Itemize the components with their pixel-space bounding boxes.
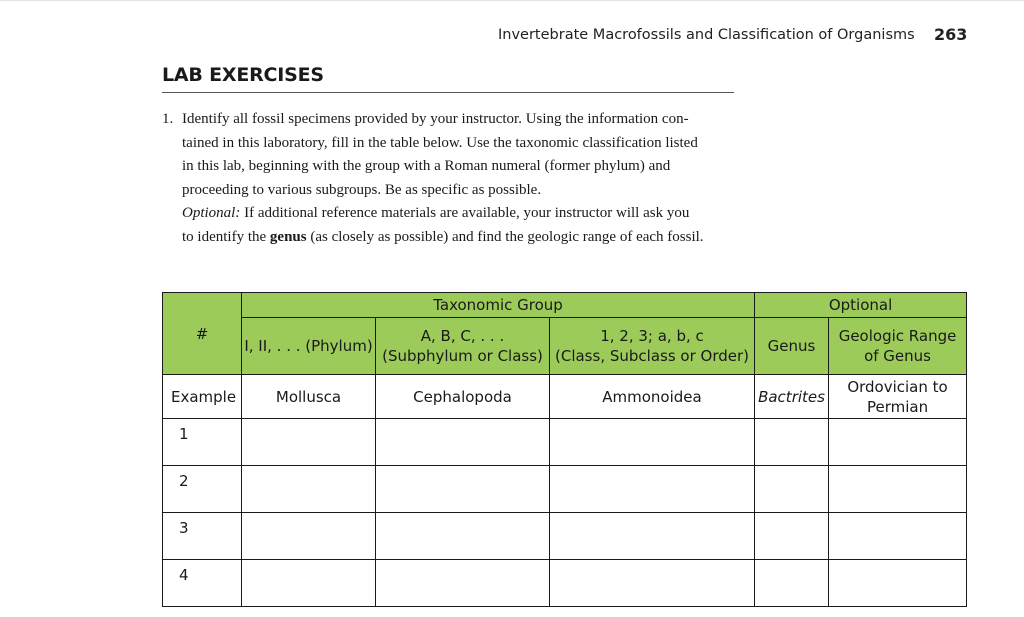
row-number: 4 [163,560,242,607]
row-number: 2 [163,466,242,513]
genus-cell[interactable] [755,466,829,513]
row-number: 1 [163,419,242,466]
table-row [163,513,967,560]
example-range: Ordovician to Permian [829,375,967,419]
genus-emphasis: genus [269,228,307,245]
subphylum-cell[interactable] [376,513,550,560]
range-cell[interactable] [829,419,967,466]
range-column-header: Geologic Range of Genus [829,318,967,375]
order-cell[interactable] [550,419,755,466]
range-cell[interactable] [829,560,967,607]
exercise-line: proceeding to various subgroups. Be as specific as possible. [182,181,542,198]
exercise-line: tained in this laboratory, fill in the table below. Use the taxonomic classification listed [182,134,698,151]
example-genus: Bactrites [755,375,829,419]
order-column-header: 1, 2, 3; a, b, c (Class, Subclass or Order) [550,318,755,375]
optional-text-post: (as closely as possible) and find the geologic range of each fossil. [310,228,704,245]
subphylum-column-header: A, B, C, . . . (Subphylum or Class) [376,318,550,375]
example-subphylum: Cephalopoda [376,375,550,419]
exercise-body [182,108,752,249]
optional-text-pre: to identify the [182,228,267,245]
phylum-cell[interactable] [242,419,376,466]
table-row [163,466,967,513]
optional-line [182,202,752,226]
order-cell[interactable] [550,560,755,607]
order-cell[interactable] [550,466,755,513]
genus-cell[interactable] [755,513,829,560]
number-column-header: # [163,293,242,375]
range-cell[interactable] [829,466,967,513]
order-cell[interactable] [550,513,755,560]
example-row [163,375,967,419]
exercise-line: Identify all fossil specimens provided by your instructor. Using the information con- [182,111,689,127]
section-title: LAB EXERCISES [162,64,324,86]
genus-column-header: Genus [755,318,829,375]
range-cell[interactable] [829,513,967,560]
page-edge [0,0,1024,1]
subphylum-cell[interactable] [376,466,550,513]
optional-text: If additional reference materials are available, your instructor will ask you [244,205,690,221]
phylum-cell[interactable] [242,466,376,513]
phylum-cell[interactable] [242,513,376,560]
running-head: Invertebrate Macrofossils and Classification of Organisms [498,27,915,43]
table-row [163,560,967,607]
phylum-cell[interactable] [242,560,376,607]
page-number: 263 [934,25,968,44]
exercise-1 [162,108,752,249]
exercise-number: 1. [162,111,174,127]
subphylum-cell[interactable] [376,419,550,466]
optional-label: Optional: [182,205,241,221]
genus-cell[interactable] [755,419,829,466]
table-row [163,419,967,466]
exercise-line: in this lab, beginning with the group with a Roman numeral (former phylum) and [182,158,671,174]
section-rule [162,92,734,93]
phylum-column-header: I, II, . . . (Phylum) [242,318,376,375]
taxonomic-group-header: Taxonomic Group [242,293,755,318]
example-order: Ammonoidea [550,375,755,419]
optional-line-2 [182,226,752,250]
example-label: Example [163,375,242,419]
genus-cell[interactable] [755,560,829,607]
optional-header: Optional [755,293,967,318]
subphylum-cell[interactable] [376,560,550,607]
row-number: 3 [163,513,242,560]
example-phylum: Mollusca [242,375,376,419]
fossil-table [162,292,967,607]
